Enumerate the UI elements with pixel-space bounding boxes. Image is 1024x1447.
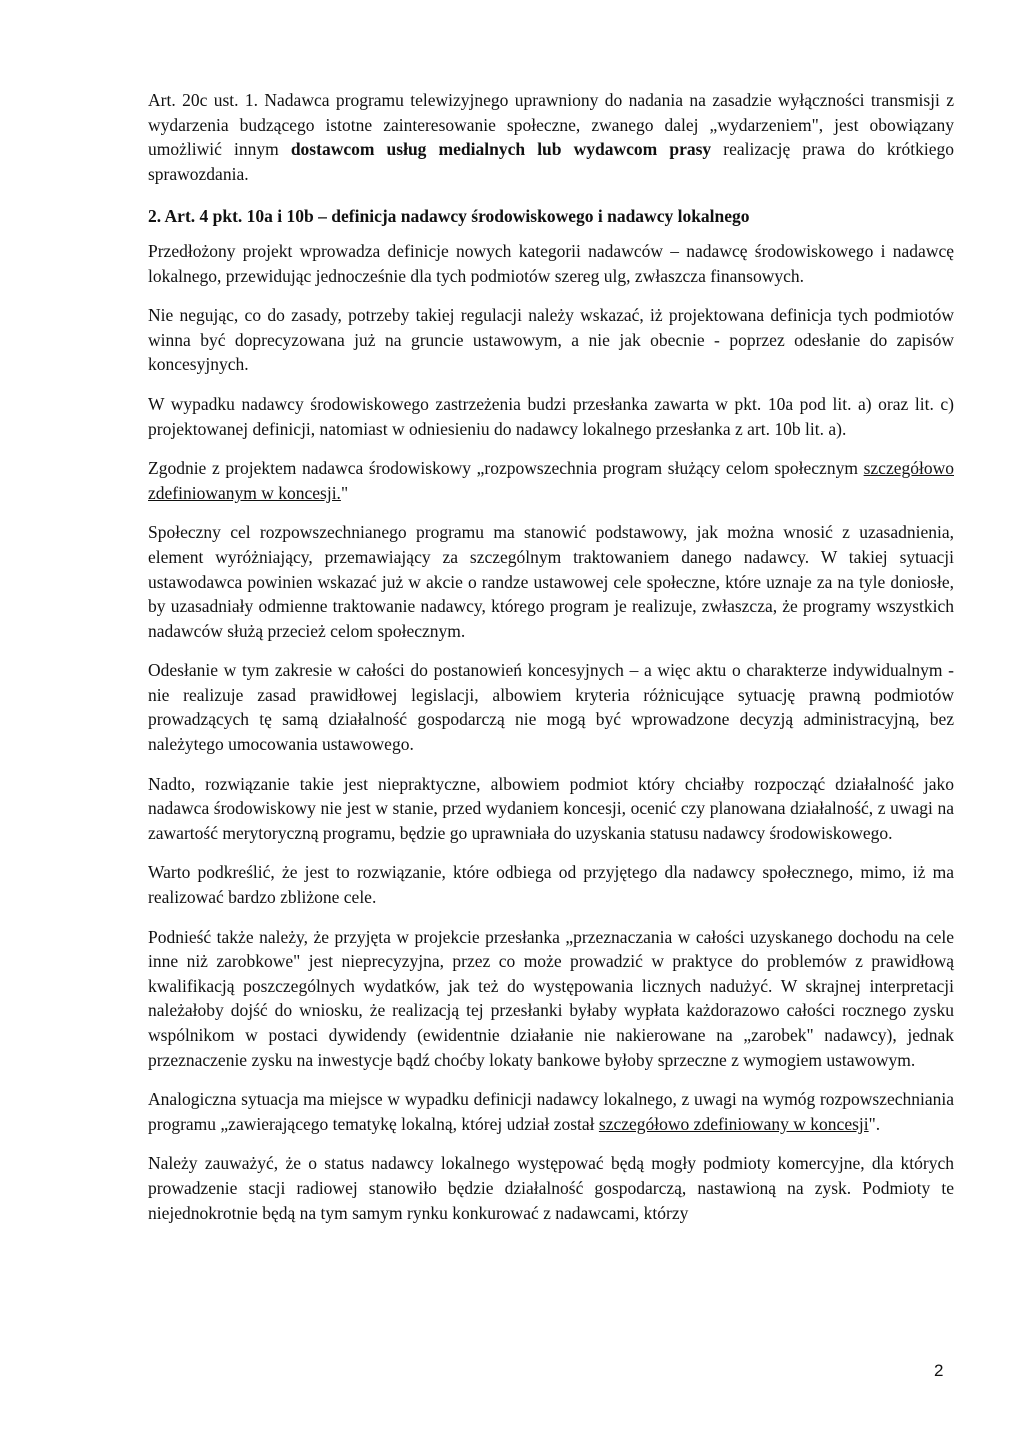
paragraph-text: " — [340, 482, 349, 503]
paragraph — [148, 456, 954, 505]
paragraph-text: Analogiczna sytuacja ma miejsce w wypadku definicji nadawcy lokalnego, z uwagi na wymóg rozpowszechniania programu „zawierającego tematykę lokalną, której udział został — [148, 1089, 954, 1134]
document-body — [148, 88, 954, 1240]
paragraph-text: Art. 20c ust. 1. Nadawca programu telewizyjnego uprawniony do nadania na zasadzie wyłączności transmisji z wydarzenia budzącego istotne zainteresowanie społeczne, zwanego dalej „wydarzeniem", jest obowiązany umożliwić innym — [148, 90, 954, 160]
paragraph: Przedłożony projekt wprowadza definicje nowych kategorii nadawców – nadawcę środowiskowego i nadawcę lokalnego, przewidując jednocześnie dla tych podmiotów szereg ulg, zwłaszcza finansowych. — [148, 240, 954, 286]
paragraph-text: ". — [868, 1113, 881, 1134]
paragraph: W wypadku nadawcy środowiskowego zastrzeżenia budzi przesłanka zawarta w pkt. 10a pod lit. a) oraz lit. c) projektowanej definicji, natomiast w odniesieniu do nadawcy lokalnego przesłanka z art. 10b lit. a). — [148, 393, 954, 439]
paragraph: Warto podkreślić, że jest to rozwiązanie, które odbiega od przyjętego dla nadawcy społecznego, mimo, iż ma realizować bardzo zbliżone cele. — [148, 862, 954, 908]
paragraph-text: realizację prawa do krótkiego sprawozdania. — [148, 139, 954, 184]
paragraph: Podnieść także należy, że przyjęta w projekcie przesłanka „przeznaczania w całości uzyskanego dochodu na cele inne niż zarobkowe" jest nieprecyzyjna, przez co może prowadzić w praktyce do problemów z prawidłową kwalifikacją poszczególnych wydatków, jak też do występowania licznych nadużyć. W skrajnej interpretacji należałoby dojść do wniosku, że realizacją tej przesłanki byłaby wypłata każdorazowo całości rocznego zysku wspólnikom w postaci dywidendy (ewidentnie działanie nie nakierowane na „zarobek" nadawcy), jednak przeznaczenie zysku na inwestycje bądź choćby lokaty bankowe byłoby sprzeczne z wymogiem ustawowym. — [148, 926, 954, 1070]
page-number: 2 — [934, 1361, 944, 1380]
paragraph: Odesłanie w tym zakresie w całości do postanowień koncesyjnych – a więc aktu o charakterze indywidualnym - nie realizuje zasad prawidłowej legislacji, albowiem kryteria różnicujące sytuację prawną podmiotów prowadzących tę samą działalność gospodarczą nie mogą być wprowadzone decyzją administracyjną, bez należytego umocowania ustawowego. — [148, 660, 954, 755]
paragraph: Nadto, rozwiązanie takie jest niepraktyczne, albowiem podmiot który chciałby rozpocząć działalność jako nadawca środowiskowy nie jest w stanie, przed wydaniem koncesji, ocenić czy planowana działalność, z uwagi na zawartość merytoryczną programu, będzie go uprawniała do uzyskania statusu nadawcy środowiskowego. — [148, 773, 954, 843]
paragraph-text: Zgodnie z projektem nadawca środowiskowy „rozpowszechnia program służący celom społecznym — [148, 458, 864, 479]
bold-phrase: dostawcom usług medialnych lub wydawcom prasy — [290, 139, 712, 160]
paragraph: Nie negując, co do zasady, potrzeby takiej regulacji należy wskazać, iż projektowana definicja tych podmiotów winna być doprecyzowana już na gruncie ustawowym, a nie jak obecnie - poprzez odesłanie do zapisów koncesyjnych. — [148, 305, 954, 375]
paragraph: Należy zauważyć, że o status nadawcy lokalnego występować będą mogły podmioty komercyjne, dla których prowadzenie stacji radiowej stanowiło będzie działalność gospodarczą, nastawioną na zysk. Podmioty te niejednokrotnie będą na tym samym rynku konkurować z nadawcami, którzy — [148, 1153, 954, 1223]
section-heading: 2. Art. 4 pkt. 10a i 10b – definicja nadawcy środowiskowego i nadawcy lokalnego — [148, 206, 750, 227]
underlined-phrase: szczegółowo zdefiniowany w koncesji — [598, 1113, 869, 1134]
paragraph: Społeczny cel rozpowszechnianego programu ma stanowić podstawowy, jak można wnosić z uzasadnienia, element wyróżniający, przemawiający za szczególnym traktowaniem danego nadawcy. W takiej sytuacji ustawodawca powinien wskazać już w akcie o randze ustawowej cele społeczne, które uznaje za na tyle doniosłe, by uzasadniały odmienne traktowanie nadawcy, którego program je realizuje, zwłaszcza, że programy wszystkich nadawców służą przecież celom społecznym. — [148, 522, 954, 641]
paragraph-art-20c — [148, 88, 954, 186]
underlined-phrase: szczegółowo zdefiniowanym w koncesji. — [148, 458, 954, 503]
paragraph — [148, 1087, 954, 1136]
